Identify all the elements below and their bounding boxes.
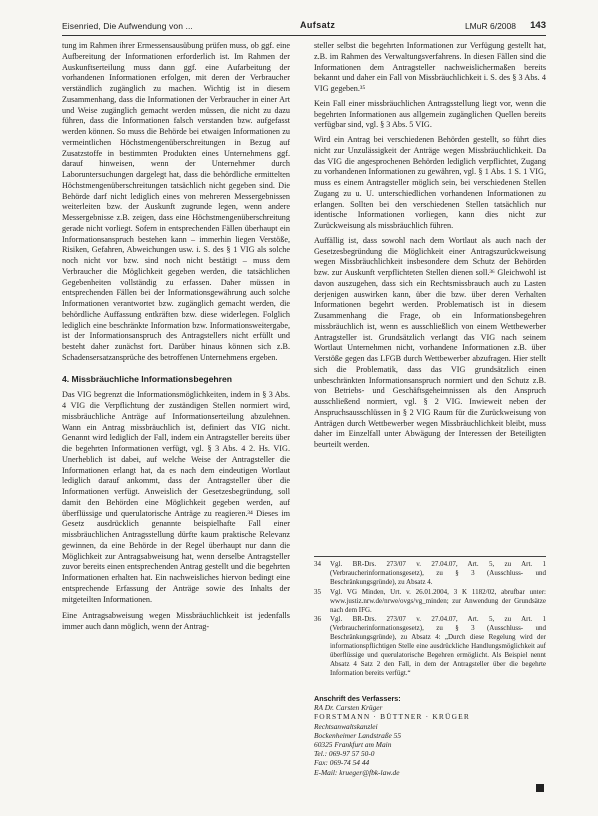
author-phone: Tel.: 069-97 57 50-0 [314,749,375,759]
article-end-mark [536,784,544,792]
footnote [314,560,546,587]
footnote-number: 34 [314,560,321,568]
body-paragraph: Wird ein Antrag bei verschiedenen Behörden gestellt, so führt dies nicht zur Unzulässigkeit der Anträge wegen Missbräuchlichkeit. Da das VIG die angesprochenen Behörden lediglich verpflichtet, Zugang zu vorhandenen Informationen zu gewähren, vgl. § 1 Abs. 1 S. 1 VIG, muss es einem Antragsteller möglich sein, bei verschiedenen Stellen Zugang zu u. U. unterschiedlichen vorhandenen Informationen zu erlangen. Sollten bei den verschiedenen Stellen tatsächlich nur identische Informationen vorliegen, kann dies nicht zur Zurückweisung als missbräuchlich führen. [314,135,546,230]
footnote-number: 35 [314,587,321,596]
body-paragraph: Das VIG begrenzt die Informationsmöglichkeiten, indem in § 3 Abs. 4 VIG die Verpflichtung der zuständigen Stellen normiert wird, missbräuchliche Anträge auf Informationserteilung abzulehnen. Wann ein Antrag missbräuchlich ist, definiert das VIG nicht. Genannt wird lediglich der Fall, indem ein Antragsteller bereits über die begehrten Informationen verfügt, vgl. § 3 Abs. 4 2. Hs. VIG. Unerheblich ist dabei, auf welche Weise der Antragsteller die Informationen erlangt hat, da es nach dem eindeutigen Wortlaut lediglich darauf ankommt, dass der Antragsteller über die Informationen verfügt. Anweislich der Gesetzesbegründung, soll damit den Behörden eine Möglichkeit gegeben werden, auf überflüssige und querulatorische Anträge zu reagieren.³⁴ Dieses im Gesetz ausdrücklich genannte beispielhafte Fall einer missbräuchlichen Antragsstellung dürfte kaum praktische Relevanz gewinnen, da eine Behörde in der Regel überhaupt nur dann die Möglichkeit zur Antragsabweisung hat, wenn derselbe Antragsteller zuvor bereits einen entsprechenden Antrag gestellt und die begehrten Informationen erhalten hat. Ein nachweisliches hiervon bedingt eine entsprechende Erfassung der Anträge sowie des Inhalts der mitgeteilten Informationen. [62,390,290,604]
footnote [314,615,546,677]
author-address [314,694,546,777]
author-name: RA Dr. Carsten Krüger [314,703,383,713]
footnotes [314,556,546,679]
header-rule [62,35,546,36]
body-paragraph: tung im Rahmen ihrer Ermessensausübung prüfen muss, ob ggf. eine Aufbereitung der Informationen erforderlich ist. Im Rahmen der Auskunftserteilung muss dann ggf. eine Aufarbeitung der vorhandenen Informationen erfolgen, mit deren der Verbraucher verständlich zugänglich zu machen. Wichtig ist in diesem Zusammenhang, dass die Informationen der Verbraucher in einer Art und Weise zugänglich gemacht werden müssen, die nicht zu dazu führen, dass die Informationen falsch verstanden bzw. aufgefasst werden können. So muss die Behörde bei etwaigen Informationen zu vermeintlichen Höchstmengenüberschreitungen in Bezug auf Zusatzstoffe in bestimmten Produkten eines Unternehmens ggf. darauf hinweisen, wenn der Unternehmer durch Laboruntersuchungen dargelegt hat, dass die behördliche ermittelten Höchstmengenüberschreitungen tatsächlich nicht gegeben sind. Die Behörde darf nicht lediglich eines von mehreren Messergebnissen weiterleiten bzw. der Auskunft zugrunde legen, wenn andere Messergebnisse z.B. zeigen, dass eine Höchstmengenüberschreitung gerade nicht vorliegt. Sofern in entsprechenden Fällen überhaupt ein Informationsanspruch bestehen kann – immerhin liegen Verstöße, Risiken, Gefahren, Abweichungen usw. i. S. des § 1 VIG als solche noch nicht vor bzw. sind noch nicht bestätigt – muss dem Verbraucher die Möglichkeit gegeben werden, die tatsächlichen Gegebenheiten vollständig zu erfassen. Daher müssen in entsprechenden Fällen bei der Informationsgewährung auch solche Informationen verantwortet bzw. zugänglich gemacht werden, die behördliche Auffassung entkräften bzw. diese widerlegen. Folglich lediglich eine beschränkte Information bzw. Informationsweitergabe, ist der Informationsanspruch des Antragstellers nicht erfüllt und besteht daher zunächst fort. Darüber hinaus können sich z.B. Schadensersatzansprüche des betroffenen Unternehmens ergeben. [62,41,290,362]
header-section-label: Aufsatz [300,20,336,30]
body-paragraph: steller selbst die begehrten Informationen zur Verfügung gestellt hat, z.B. im Rahmen des Verwaltungsverfahrens. In diesen Fällen sind die Informationen dem Antragsteller nachweislichermaßen bereits bekannt und daher ein Fall von Missbräuchlichkeit i. S. des § 3 Abs. 4 VIG gegeben.³⁵ [314,41,546,93]
right-column [314,41,546,452]
header-page-number: 143 [530,20,546,31]
header-journal-issue: LMuR 6/2008 [464,21,516,31]
author-email[interactable]: E-Mail: krueger@fbk-law.de [314,767,400,777]
author-firm: FORSTMANN · BÜTTNER · KRÜGER [314,712,470,722]
author-address-label: Anschrift des Verfassers: [314,694,401,703]
running-header [62,18,546,36]
author-firm-type: Rechtsanwaltskanzlei [314,721,378,731]
footnote-text: Vgl. VG Minden, Urt. v. 26.01.2004, 3 K 1182/02, abrufbar unter: www.justiz.nrw.de/nrwe/ovgs/vg_minden; zur Anwendung der Grundsätze nach dem IFG. [330,587,546,614]
footnote-text: Vgl. BR-Drs. 273/07 v. 27.04.07, Art. 5, zu Art. 1 (Verbraucherinformationsgesetz), zu § 3 (Ausschluss- und Beschränkungsgründe), zu Absatz 4: „Durch diese Regelung wird der informationspflichtigen Stelle eine ausdrückliche Handlungsmöglichkeit auf überflüssige und querulatorische Begehren ermöglicht. Als Beispiel nennt Absatz 4 Satz 2 den Fall, in dem der Antragsteller über die begehrte Information bereits verfügt.“ [330,615,546,677]
author-fax: Fax: 069-74 54 44 [314,758,370,768]
author-city: 60325 Frankfurt am Main [314,740,392,750]
body-paragraph: Kein Fall einer missbräuchlichen Antragsstellung liegt vor, wenn die begehrten Informationen aus allgemein zugänglichen Quellen bereits verfügbar sind, vgl. § 3 Abs. 5 VIG. [314,98,546,130]
section-heading: 4. Missbräuchliche Informationsbegehren [62,373,233,384]
footnote-number: 36 [314,615,321,624]
header-article-title: Eisenried, Die Aufwendung von ... [62,21,193,31]
body-paragraph: Eine Antragsabweisung wegen Missbräuchlichkeit ist jedenfalls immer auch dann möglich, wenn der Antrag- [62,611,290,631]
left-column [62,41,290,634]
footnote-text: Vgl. BR-Drs. 273/07 v. 27.04.07, Art. 5, zu Art. 1 (Verbraucherinformationsgesetz), zu § 3 (Ausschluss- und Beschränkungsgründe), zu Absatz 4. [330,560,546,586]
author-street: Bockenheimer Landstraße 55 [314,730,402,740]
body-paragraph: Auffällig ist, dass sowohl nach dem Wortlaut als auch nach der Gesetzesbegründung die Möglichkeit einer Antragszurückweisung wegen Missbräuchlichkeit insbesondere dem Schutz der Behörden bzw. zur Auskunft verpflichteten Stellen dienen soll.³⁶ Gleichwohl ist davon auszugehen, dass sich ein Rechtsmissbrauch auch zu Lasten derjenigen auswirken kann, über die bzw. über deren Verhalten Informationen begehrt werden. Problematisch ist in diesem Zusammenhang die Frage, ob ein Informationsbegehren missbräuchlich ist, wenn es ausschließlich von einem Wettbewerber Antragsteller ist. Grundsätzlich verlangt das VIG nach seinem Wortlaut Unternehmen nicht, vorhandene Informationen z.B. über Verstöße gegen das LFGB durch Wettbewerber abzufragen. Hier stellt sich die Problematik, dass das VIG grundsätzlich einen unbeschränkten Informationsanspruch normiert und den Schutz z.B. von Betriebs- und Geschäftsgeheimnissen als den Anspruch ausschließend normiert, vgl. § 2 VIG. Inwieweit neben der Anspruchsausschlüssen in § 2 VIG Raum für die Zurückweisung von Anträgen durch Wettbewerber wegen Missbräuchlichkeit bleibt, muss daher im Einzelfall unter Abwägung der Interessen der Beteiligten beurteilt werden. [314,235,546,449]
footnote [314,588,546,615]
